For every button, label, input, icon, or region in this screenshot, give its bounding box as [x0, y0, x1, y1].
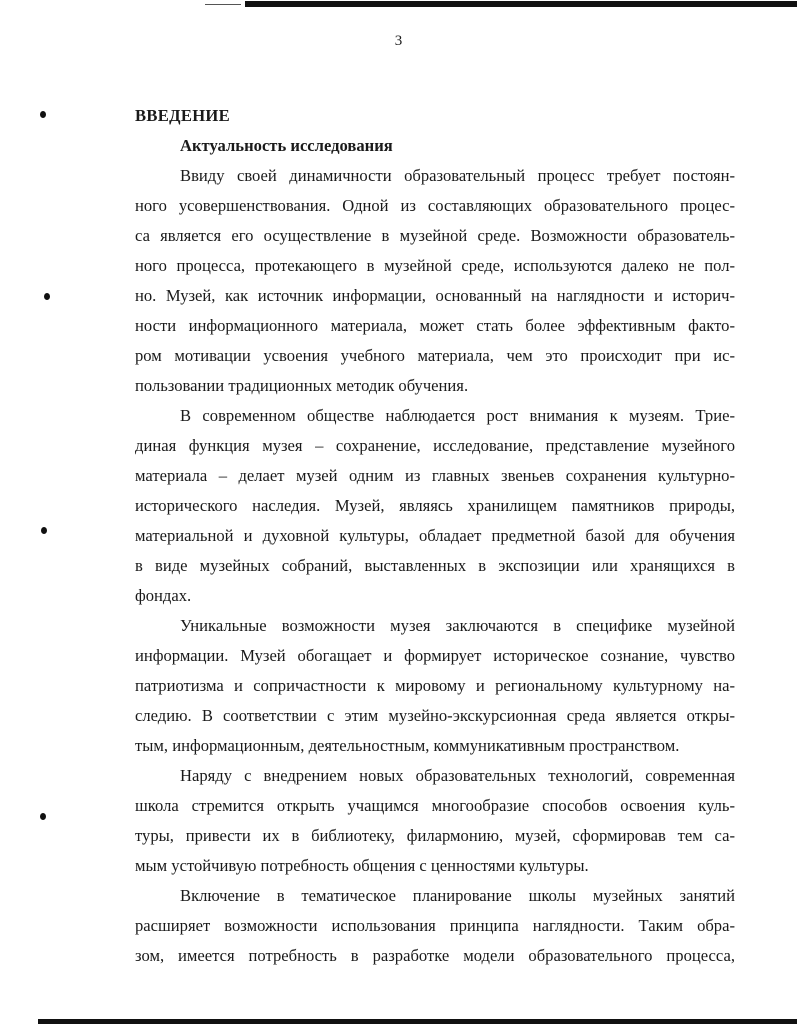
text-line: исторического наследия. Музей, являясь хранилищем памятников природы,	[135, 496, 735, 515]
text-line: но. Музей, как источник информации, основанный на наглядности и историч-	[135, 286, 735, 305]
text-line: материальной и духовной культуры, обладает предметной базой для обучения	[135, 526, 735, 545]
text-line: Включение в тематическое планирование школы музейных занятий	[180, 886, 735, 905]
text-line: Ввиду своей динамичности образовательный процесс требует постоян-	[180, 166, 735, 185]
text-line: туры, привести их в библиотеку, филармонию, музей, сформировав тем са-	[135, 826, 735, 845]
text-line: диная функция музея – сохранение, исследование, представление музейного	[135, 436, 735, 455]
paragraph	[135, 761, 735, 881]
paragraph	[135, 401, 735, 611]
text-line: мым устойчивую потребность общения с ценностями культуры.	[135, 856, 589, 875]
paragraph	[135, 881, 735, 971]
text-line: школа стремится открыть учащимся многообразие способов освоения куль-	[135, 796, 735, 815]
binding-hole-mark	[40, 813, 46, 820]
text-line: материала – делает музей одним из главных звеньев сохранения культурно-	[135, 466, 735, 485]
top-scan-border	[245, 1, 797, 7]
text-line: зом, имеется потребность в разработке модели образовательного процесса,	[135, 946, 735, 965]
top-scan-line-thin	[205, 4, 241, 5]
text-line: Уникальные возможности музея заключаются в специфике музейной	[180, 616, 735, 635]
text-line: Наряду с внедрением новых образовательных технологий, современная	[180, 766, 735, 785]
text-line: расширяет возможности использования принципа наглядности. Таким обра-	[135, 916, 735, 935]
section-heading: ВВЕДЕНИЕ	[135, 106, 230, 125]
text-line: ром мотивации усвоения учебного материала, чем это происходит при ис-	[135, 346, 735, 365]
text-line: в виде музейных собраний, выставленных в экспозиции или хранящихся в	[135, 556, 735, 575]
binding-hole-mark	[41, 527, 47, 534]
document-body	[135, 101, 735, 971]
paragraph	[135, 161, 735, 401]
subsection-heading: Актуальность исследования	[180, 136, 393, 155]
paragraph	[135, 611, 735, 761]
text-line: патриотизма и сопричастности к мировому и региональному культурному на-	[135, 676, 735, 695]
text-line: ности информационного материала, может стать более эффективным факто-	[135, 316, 735, 335]
text-line: пользовании традиционных методик обучения.	[135, 376, 469, 395]
bottom-scan-border	[38, 1019, 797, 1024]
text-line: фондах.	[135, 586, 192, 605]
text-line: тым, информационным, деятельностным, коммуникативным пространством.	[135, 736, 680, 755]
page-number: 3	[394, 33, 403, 49]
text-line: следию. В соответствии с этим музейно-экскурсионная среда является откры-	[135, 706, 735, 725]
binding-hole-mark	[44, 293, 50, 300]
text-line: ного процесса, протекающего в музейной среде, используются далеко не пол-	[135, 256, 735, 275]
binding-hole-mark	[40, 111, 46, 118]
text-line: В современном обществе наблюдается рост внимания к музеям. Трие-	[180, 406, 735, 425]
text-line: информации. Музей обогащает и формирует историческое сознание, чувство	[135, 646, 735, 665]
text-line: ного усовершенствования. Одной из составляющих образовательного процес-	[135, 196, 735, 215]
text-line: са является его осуществление в музейной среде. Возможности образователь-	[135, 226, 735, 245]
